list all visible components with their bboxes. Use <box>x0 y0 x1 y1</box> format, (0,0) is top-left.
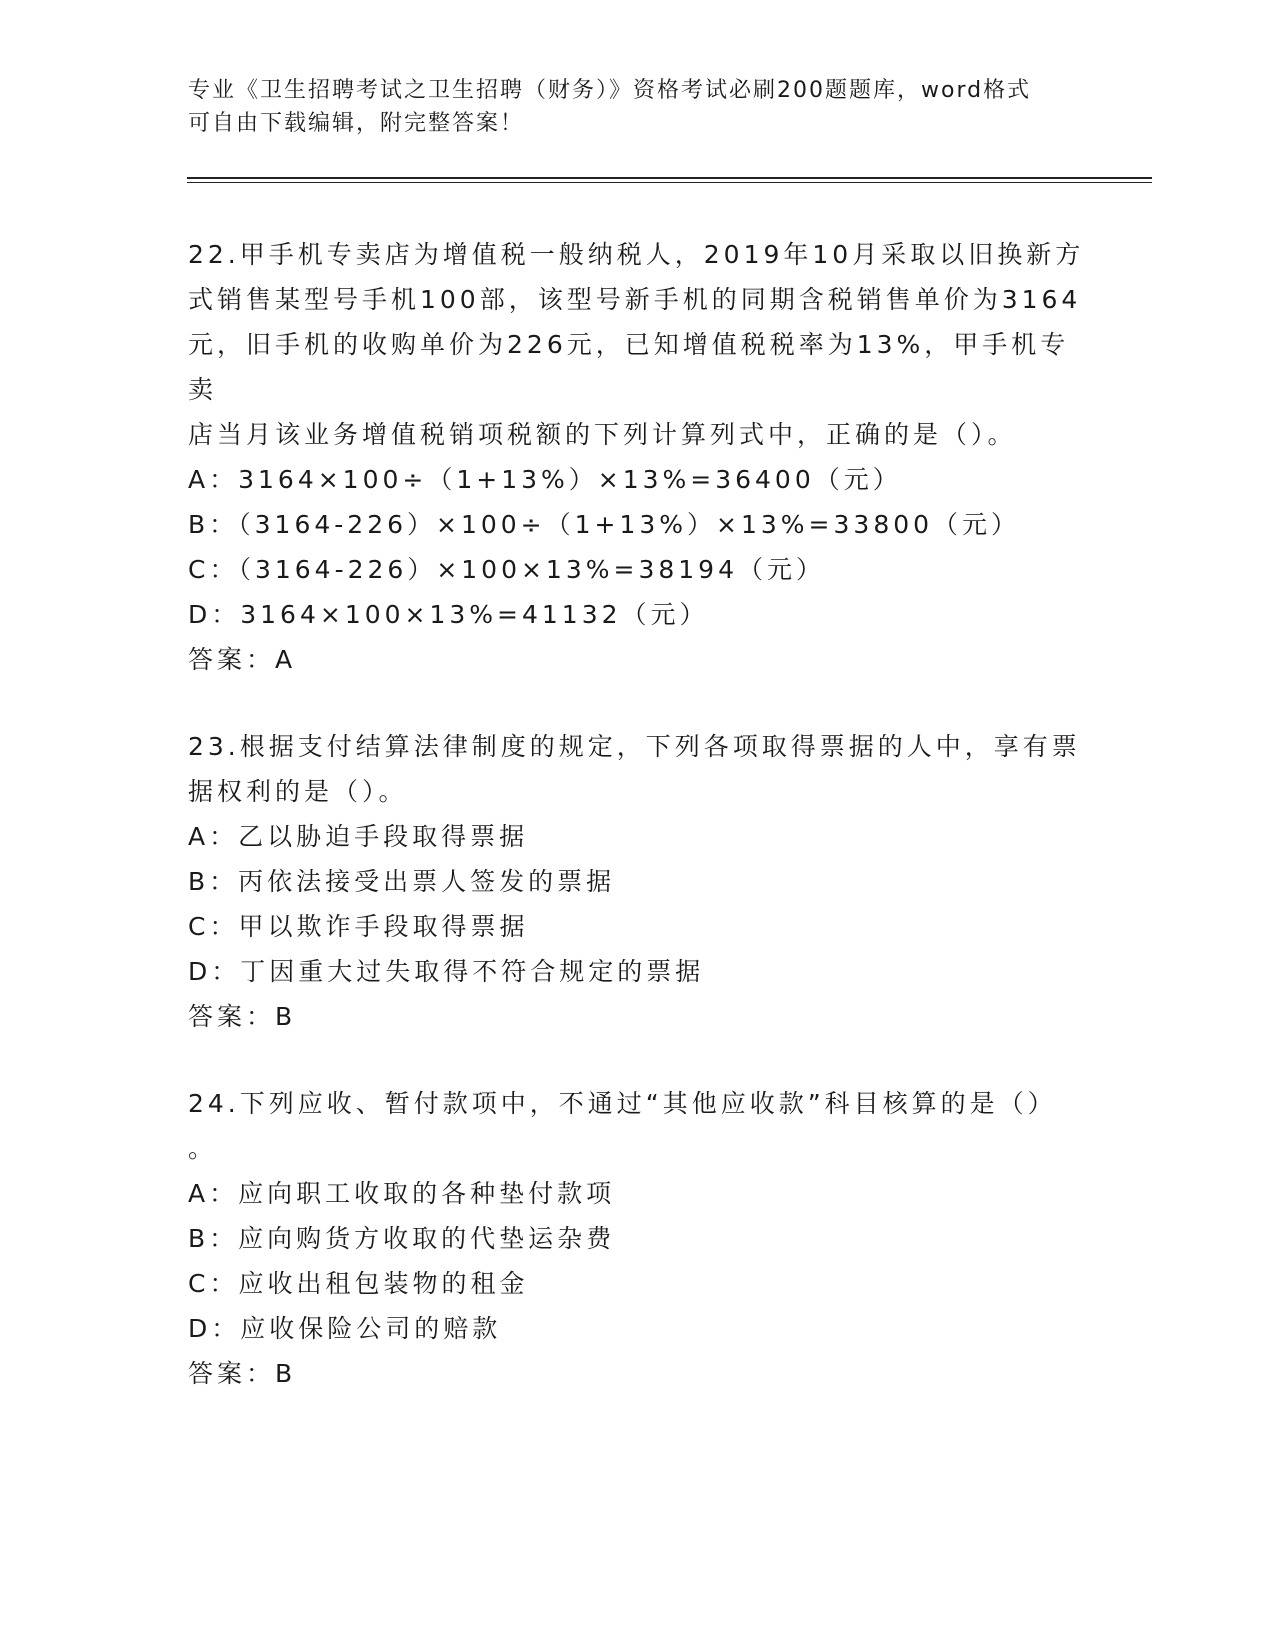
stem-line: 店当月该业务增值税销项税额的下列计算列式中，正确的是（）。 <box>188 420 1017 449</box>
stem-line: 22.甲手机专卖店为增值税一般纳税人，2019年10月采取以旧换新方 <box>188 240 1085 269</box>
option-a: A：应向职工收取的各种垫付款项 <box>188 1179 616 1208</box>
document-header <box>188 74 1088 140</box>
stem-line: 据权利的是（）。 <box>188 777 408 806</box>
option-b: B：丙依法接受出票人签发的票据 <box>188 867 616 896</box>
question-22 <box>188 232 1088 682</box>
option-b: B：应向购货方收取的代垫运杂费 <box>188 1224 616 1253</box>
option-c: C：（3164-226）×100×13%=38194（元） <box>188 555 825 584</box>
question-stem <box>188 724 1088 814</box>
question-24 <box>188 1081 1088 1396</box>
stem-line: 式销售某型号手机100部，该型号新手机的同期含税销售单价为3164 <box>188 285 1082 314</box>
option-c: C：甲以欺诈手段取得票据 <box>188 912 529 941</box>
option-d: D：3164×100×13%=41132（元） <box>188 600 709 629</box>
option-a: A：3164×100÷（1+13%）×13%=36400（元） <box>188 465 902 494</box>
stem-line: 24.下列应收、暂付款项中，不通过“其他应收款”科目核算的是（） <box>188 1089 1057 1118</box>
stem-line: 元，旧手机的收购单价为226元，已知增值税税率为13%，甲手机专卖 <box>188 330 1070 404</box>
header-divider-thick <box>187 177 1152 179</box>
header-divider-thin <box>187 182 1152 183</box>
stem-line: 23.根据支付结算法律制度的规定，下列各项取得票据的人中，享有票 <box>188 732 1081 761</box>
header-line: 专业《卫生招聘考试之卫生招聘（财务）》资格考试必刷200题题库，word格式 <box>188 78 1032 103</box>
option-c: C：应收出租包装物的租金 <box>188 1269 529 1298</box>
answer: 答案：A <box>188 645 297 674</box>
question-stem <box>188 232 1088 457</box>
option-d: D：应收保险公司的赔款 <box>188 1314 502 1343</box>
question-stem <box>188 1081 1088 1171</box>
stem-line: 。 <box>188 1134 218 1163</box>
option-b: B：（3164-226）×100÷（1+13%）×13%=33800（元） <box>188 510 1021 539</box>
header-line: 可自由下载编辑，附完整答案！ <box>188 111 525 136</box>
answer: 答案：B <box>188 1002 297 1031</box>
question-23 <box>188 724 1088 1039</box>
option-a: A：乙以胁迫手段取得票据 <box>188 822 529 851</box>
answer: 答案：B <box>188 1359 297 1388</box>
question-list <box>188 232 1088 1438</box>
option-d: D：丁因重大过失取得不符合规定的票据 <box>188 957 705 986</box>
